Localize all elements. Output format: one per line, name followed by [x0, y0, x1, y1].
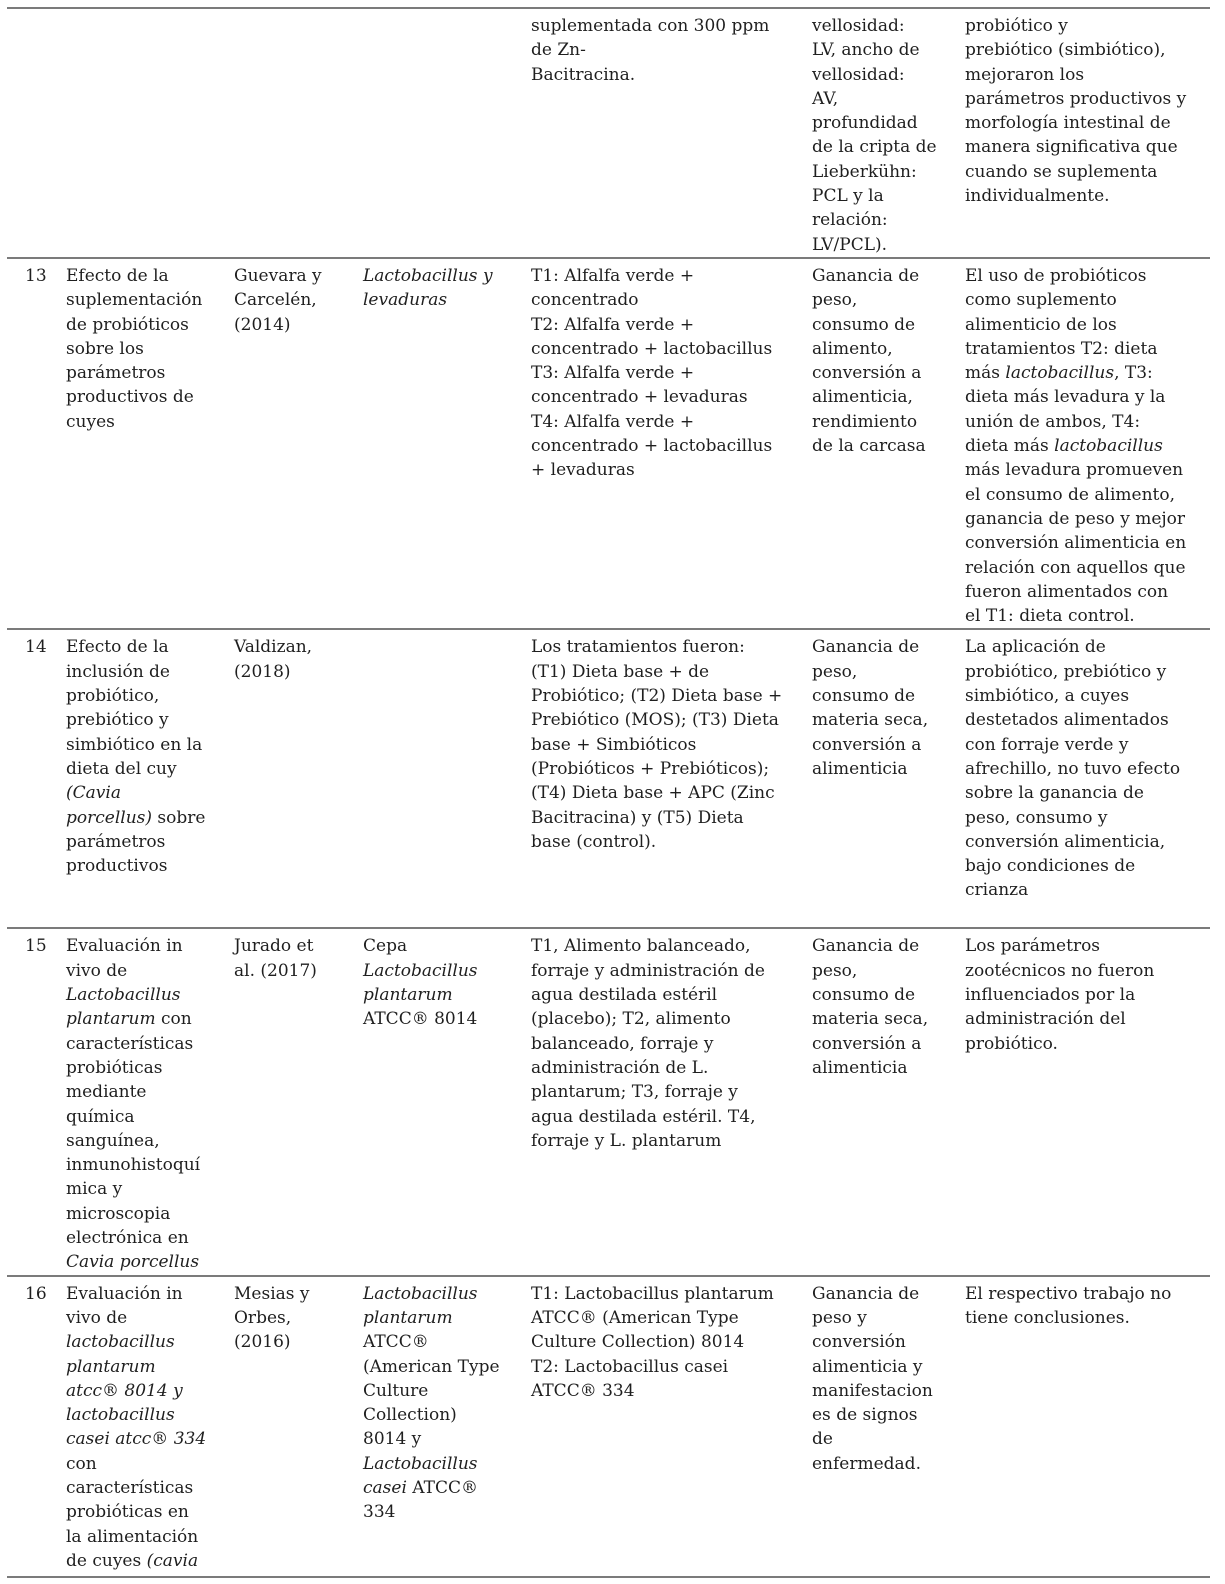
cell-treatments [519, 8, 800, 258]
text-run: relación: [812, 210, 888, 231]
table-row-13 [7, 258, 1210, 629]
text-run: Prebiótico (MOS); (T3) Dieta [531, 710, 779, 731]
text-run: lactobacillus [66, 1332, 175, 1353]
text-run: de cuyes [66, 1550, 147, 1571]
text-run: base (control). [531, 831, 657, 852]
text-run: manifestacion [812, 1380, 933, 1401]
text-run: casei [363, 1477, 407, 1498]
text-run: con [155, 1009, 192, 1030]
text-run: porcellus) [66, 807, 153, 828]
review-table [7, 7, 1210, 1578]
text-run: Probiótico; (T2) Dieta base + [531, 686, 783, 707]
text-run: T2: Alfalfa verde + [531, 314, 695, 335]
text-run: conversión alimenticia en [965, 533, 1187, 554]
text-run: Evaluación in [66, 1283, 183, 1304]
text-run: Efecto de la [66, 266, 169, 286]
text-run: conversión a [812, 734, 922, 755]
cell-title [59, 928, 226, 1275]
text-run: sanguínea, [66, 1130, 160, 1151]
text-run: más levadura promueven [965, 460, 1184, 481]
text-run: conversión a [812, 363, 922, 384]
cell-conclusions [947, 928, 1210, 1275]
text-run: balanceado, forraje y [531, 1033, 714, 1054]
text-run: Culture Collection) 8014 [531, 1332, 745, 1353]
text-run: probióticas [66, 1057, 163, 1078]
text-run: química [66, 1106, 135, 1127]
text-run: vivo de [66, 1307, 128, 1328]
text-run: T2: Lactobacillus casei [531, 1356, 729, 1377]
text-run: Los parámetros [965, 936, 1101, 957]
cell-authors [226, 629, 351, 928]
text-run: el consumo de alimento, [965, 484, 1175, 505]
cell-conclusions [947, 258, 1210, 629]
text-run: mica y [66, 1179, 123, 1200]
cell-authors [226, 928, 351, 1275]
cell-parameters [800, 1276, 947, 1577]
text-run: de Zn- [531, 40, 586, 61]
cell-strain [351, 1276, 519, 1577]
text-run: T1, Alimento balanceado, [531, 936, 751, 957]
cell-parameters [800, 258, 947, 629]
text-run: probiótico, [66, 686, 160, 707]
text-run: Lactobacillus [363, 960, 478, 981]
text-run: como suplemento [965, 290, 1117, 311]
text-run: ATCC® 8014 [363, 1009, 478, 1030]
text-run: (placebo); T2, alimento [531, 1009, 731, 1030]
text-run: probióticas en [66, 1502, 189, 1523]
text-run: ATCC® 334 [531, 1380, 635, 1401]
text-run: Los tratamientos fueron: [531, 637, 745, 658]
text-run: Ganancia de [812, 1283, 920, 1304]
cell-authors [226, 8, 351, 258]
text-run: + levaduras [531, 460, 635, 481]
text-run: Carcelén, [234, 290, 317, 311]
text-run: agua destilada estéril [531, 985, 718, 1006]
text-run: relación con aquellos que [965, 557, 1186, 578]
text-run: Bacitracina) y (T5) Dieta [531, 807, 744, 828]
text-run: Cepa [363, 936, 408, 957]
cell-title [59, 629, 226, 928]
text-run: Ganancia de [812, 266, 920, 286]
text-run: vellosidad: [812, 64, 905, 85]
text-run: alimenticia, [812, 387, 913, 408]
text-run: forraje y administración de [531, 960, 765, 981]
text-run: Lactobacillus [363, 1283, 478, 1304]
text-run: Valdizan, [234, 637, 313, 658]
text-run: con [66, 1453, 97, 1474]
text-run: alimenticia y [812, 1356, 923, 1377]
text-run: microscopia [66, 1203, 171, 1224]
text-run: productivos de [66, 387, 194, 408]
text-run: fueron alimentados con [965, 581, 1169, 602]
text-run: dieta más [965, 436, 1055, 457]
text-run: AV, [812, 88, 839, 109]
text-run: alimenticia [812, 758, 908, 779]
cell-title [59, 1276, 226, 1577]
cell-authors [226, 1276, 351, 1577]
text-run: simbiótico, a cuyes [965, 686, 1130, 707]
text-run: sobre los [66, 338, 144, 359]
text-run: Mesias y [234, 1283, 310, 1304]
text-run: zootécnicos no fueron [965, 960, 1155, 981]
text-run: plantarum [66, 1009, 156, 1030]
text-run: afrechillo, no tuvo efecto [965, 758, 1181, 779]
cell-treatments [519, 928, 800, 1275]
text-run: parámetros productivos y [965, 88, 1187, 109]
text-run: administración del [965, 1009, 1126, 1030]
text-run: de la carcasa [812, 436, 926, 457]
text-run: mejoraron los [965, 64, 1085, 85]
table-row-16 [7, 1276, 1210, 1577]
cell-treatments [519, 1276, 800, 1577]
text-run: peso, [812, 661, 858, 682]
text-run: manera significativa que [965, 137, 1178, 158]
text-run: inmunohistoquí [66, 1155, 201, 1176]
text-run: conversión [812, 1332, 906, 1353]
text-run: lactobacillus [1054, 436, 1163, 457]
text-run: productivos [66, 856, 168, 877]
text-run: simbiótico en la [66, 734, 203, 755]
text-run: peso, consumo y [965, 807, 1108, 828]
text-run: sobre [152, 807, 206, 828]
text-run: Efecto de la [66, 637, 169, 658]
text-run: inclusión de [66, 661, 170, 682]
text-run: la alimentación [66, 1526, 199, 1547]
cell-parameters [800, 8, 947, 258]
text-run: morfología intestinal de [965, 113, 1171, 134]
text-run: consumo de [812, 686, 916, 707]
text-run: plantarum [363, 1307, 453, 1328]
text-run: El respectivo trabajo no [965, 1283, 1172, 1304]
text-run: Lactobacillus [363, 1453, 478, 1474]
text-run: Lactobacillus [66, 985, 181, 1006]
text-run: (T4) Dieta base + APC (Zinc [531, 783, 775, 804]
table-row-14 [7, 629, 1210, 928]
text-run: ATCC® [363, 1332, 429, 1353]
text-run: concentrado [531, 290, 639, 311]
text-run: PCL y la [812, 186, 884, 207]
text-run: tratamientos T2: dieta [965, 338, 1158, 359]
text-run: características [66, 1033, 194, 1054]
cell-row-number: 16 [25, 1283, 47, 1304]
text-run: rendimiento [812, 411, 918, 432]
text-run: (cavia [146, 1550, 199, 1571]
text-run: más [965, 363, 1006, 384]
text-run: al. (2017) [234, 960, 317, 981]
text-run: concentrado + levaduras [531, 387, 748, 408]
text-run: características [66, 1477, 194, 1498]
text-run: probiótico y [965, 16, 1068, 36]
text-run: dieta del cuy [66, 758, 177, 779]
cell-parameters [800, 928, 947, 1275]
text-run: agua destilada estéril. T4, [531, 1106, 756, 1127]
text-run: cuando se suplementa [965, 161, 1158, 182]
text-run: ganancia de peso y mejor [965, 508, 1186, 529]
text-run: Ganancia de [812, 637, 920, 658]
text-run: de probióticos [66, 314, 189, 335]
text-run: T1: Alfalfa verde + [531, 266, 695, 286]
text-run: de la cripta de [812, 137, 937, 158]
text-run: vivo de [66, 960, 128, 981]
text-run: crianza [965, 880, 1029, 901]
text-run: parámetros [66, 363, 166, 384]
text-run: sobre la ganancia de [965, 783, 1144, 804]
text-run: plantarum [363, 985, 453, 1006]
cell-authors [226, 258, 351, 629]
cell-treatments [519, 258, 800, 629]
text-run: el T1: dieta control. [965, 606, 1135, 627]
text-run: alimenticia [812, 1057, 908, 1078]
text-run: El uso de probióticos [965, 266, 1147, 286]
table-row-12-continuation [7, 8, 1210, 258]
text-run: conversión alimenticia, [965, 831, 1166, 852]
text-run: tiene conclusiones. [965, 1307, 1130, 1328]
text-run: 8014 y [363, 1429, 422, 1450]
cell-conclusions [947, 1276, 1210, 1577]
text-run: ATCC® (American Type [531, 1307, 739, 1328]
cell-strain [351, 8, 519, 258]
text-run: plantarum; T3, forraje y [531, 1082, 738, 1103]
text-run: con forraje verde y [965, 734, 1129, 755]
text-run: , T3: [1114, 363, 1153, 384]
cell-strain [351, 258, 519, 629]
text-run: enfermedad. [812, 1453, 921, 1474]
text-run: mediante [66, 1082, 147, 1103]
text-run: (American Type [363, 1356, 500, 1377]
text-run: probiótico, prebiótico y [965, 661, 1167, 682]
text-run: LV, ancho de [812, 40, 920, 61]
text-run: de [812, 1429, 833, 1450]
text-run: suplementación [66, 290, 203, 311]
text-run: T3: Alfalfa verde + [531, 363, 695, 384]
text-run: (2018) [234, 661, 291, 682]
text-run: peso, [812, 290, 858, 311]
text-run: conversión a [812, 1033, 922, 1054]
text-run: peso, [812, 960, 858, 981]
text-run: administración de L. [531, 1057, 709, 1078]
table-row-15 [7, 928, 1210, 1275]
text-run: cuyes [66, 411, 115, 432]
cell-title [59, 258, 226, 629]
text-run: Ganancia de [812, 936, 920, 957]
text-run: peso y [812, 1307, 867, 1328]
text-run: casei atcc® 334 [66, 1429, 207, 1450]
cell-strain [351, 928, 519, 1275]
text-run: Lieberkühn: [812, 161, 917, 182]
cell-row-number: 15 [25, 936, 47, 957]
text-run: consumo de [812, 314, 916, 335]
text-run: atcc® 8014 y [66, 1380, 183, 1401]
text-run: (Probióticos + Prebióticos); [531, 758, 770, 779]
text-run: lactobacillus [66, 1405, 175, 1426]
cell-strain [351, 629, 519, 928]
text-run: forraje y L. plantarum [531, 1130, 722, 1151]
text-run: bajo condiciones de [965, 856, 1136, 877]
text-run: Collection) [363, 1405, 457, 1426]
text-run: probiótico. [965, 1033, 1058, 1054]
cell-row-number: 14 [25, 637, 47, 658]
text-run: base + Simbióticos [531, 734, 697, 755]
cell-row-number: 13 [25, 266, 47, 286]
text-run: LV/PCL). [812, 234, 888, 255]
text-run: individualmente. [965, 186, 1110, 207]
text-run: materia seca, [812, 710, 929, 731]
text-run: (2016) [234, 1332, 291, 1353]
text-run: (2014) [234, 314, 291, 335]
text-run: prebiótico (simbiótico), [965, 40, 1166, 61]
text-run: materia seca, [812, 1009, 929, 1030]
text-run: alimento, [812, 338, 893, 359]
text-run: T1: Lactobacillus plantarum [531, 1283, 774, 1304]
text-run: Cavia porcellus [66, 1252, 200, 1273]
text-run: lactobacillus [1005, 363, 1115, 384]
text-run: dieta más levadura y la [965, 387, 1166, 408]
text-run: electrónica en [66, 1228, 189, 1249]
text-run: levaduras [363, 290, 448, 311]
cell-treatments [519, 629, 800, 928]
text-run: T4: Alfalfa verde + [531, 411, 695, 432]
text-run: vellosidad: [812, 16, 905, 36]
cell-row-number [7, 8, 59, 258]
text-run: Bacitracina. [531, 64, 636, 85]
text-run: influenciados por la [965, 985, 1136, 1006]
text-run: (T1) Dieta base + de [531, 661, 710, 682]
text-run: alimenticio de los [965, 314, 1117, 335]
text-run: Culture [363, 1380, 429, 1401]
text-run: parámetros [66, 831, 166, 852]
text-run: concentrado + lactobacillus [531, 338, 773, 359]
text-run: ATCC® [406, 1477, 478, 1498]
cell-conclusions [947, 8, 1210, 258]
cell-title [59, 8, 226, 258]
cell-conclusions [947, 629, 1210, 928]
text-run: (Cavia [66, 783, 121, 804]
text-run: Lactobacillus y [363, 266, 493, 286]
text-run: es de signos [812, 1405, 918, 1426]
text-run: Jurado et [234, 936, 314, 957]
text-run: Guevara y [234, 266, 322, 286]
text-run: plantarum [66, 1356, 156, 1377]
text-run: Orbes, [234, 1307, 292, 1328]
text-run: Evaluación in [66, 936, 183, 957]
cell-parameters [800, 629, 947, 928]
text-run: profundidad [812, 113, 918, 134]
text-run: unión de ambos, T4: [965, 411, 1141, 432]
text-run: suplementada con 300 ppm [531, 16, 770, 36]
text-run: concentrado + lactobacillus [531, 436, 773, 457]
text-run: La aplicación de [965, 637, 1106, 658]
text-run: destetados alimentados [965, 710, 1169, 731]
text-run: prebiótico y [66, 710, 169, 731]
text-run: consumo de [812, 985, 916, 1006]
text-run: 334 [363, 1502, 396, 1523]
